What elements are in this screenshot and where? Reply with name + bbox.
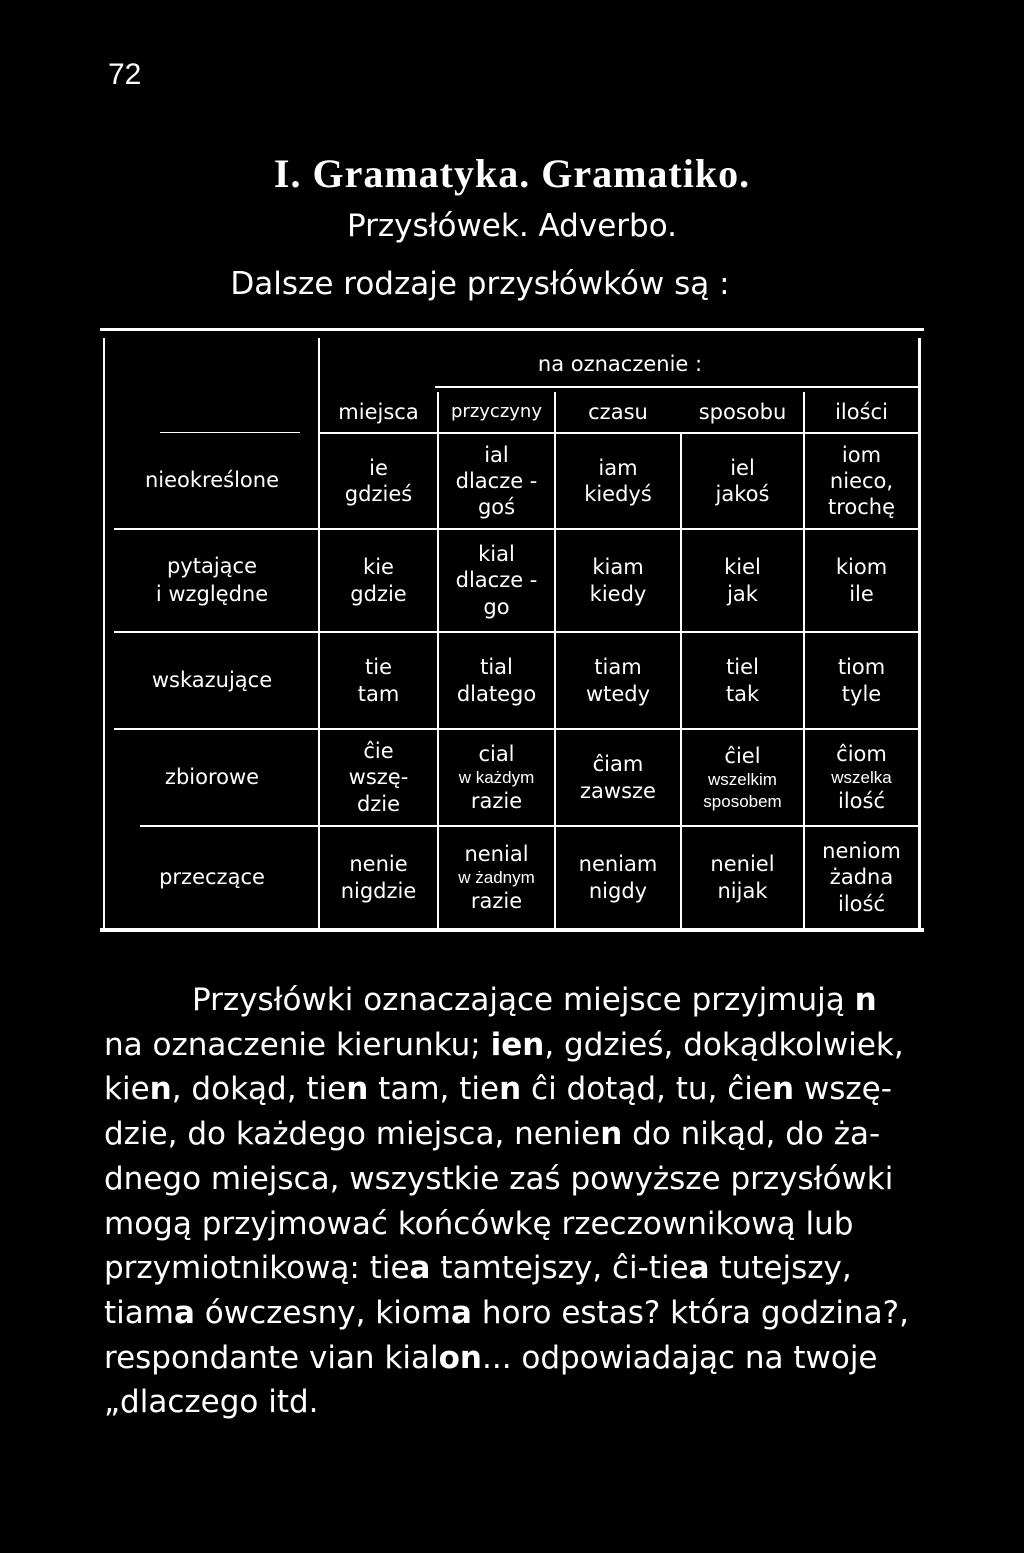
table-cell: iom nieco, trochę — [827, 442, 896, 520]
table-cell: ĉie wszę- dzie — [348, 739, 409, 816]
table-cell: kiom ile — [835, 555, 888, 606]
row-label-zbiorowe: zbiorowe — [164, 764, 260, 789]
column-header-ilosci: ilości — [835, 399, 888, 424]
row-label-wskazujace: wskazujące — [151, 667, 273, 692]
table-cell: neniam nigdy — [578, 852, 658, 903]
row-label-pytajace: pytające i względne — [155, 554, 269, 606]
table-cell: tiom tyle — [837, 655, 886, 706]
intro-line: Dalsze rodzaje przysłówków są : — [230, 266, 730, 302]
adverb-table — [100, 328, 924, 933]
table-cell: tie tam — [357, 655, 400, 706]
table-cell: ĉiam zawsze — [580, 752, 656, 803]
table-cell: iel jakoś — [715, 455, 770, 506]
table-cell: iam kiedyś — [584, 455, 652, 506]
table-cell: cial w każdym razie — [458, 741, 535, 814]
row-label-przeczace: przeczące — [159, 864, 265, 889]
table-cell: ie gdzieś — [344, 455, 413, 506]
table-cell: ial dlacze - goś — [455, 442, 538, 520]
table-cell: nenie nigdzie — [340, 852, 417, 903]
table-cell: ĉiel wszelkim sposobem — [703, 744, 782, 811]
column-header-czasu: czasu — [588, 399, 648, 424]
column-header-sposobu: sposobu — [698, 399, 787, 424]
table-cell: kiam kiedy — [589, 555, 647, 606]
table-cell: tial dlatego — [456, 655, 537, 706]
table-cell: neniom żadna ilość — [822, 839, 901, 916]
table-cell: ĉiom wszelka ilość — [831, 741, 892, 814]
column-header-przyczyny: przyczyny — [451, 400, 542, 422]
column-header-miejsca: miejsca — [338, 399, 419, 424]
row-label-nieokreslone: nieokreślone — [144, 468, 280, 493]
table-cell: tiel tak — [725, 655, 760, 706]
table-cell: kiel jak — [724, 555, 761, 606]
chapter-title: I. Gramatyka. Gramatiko. — [273, 151, 751, 196]
table-cell: kial dlacze - go — [455, 542, 538, 619]
table-cell: tiam wtedy — [585, 655, 651, 706]
section-title: Przysłówek. Adverbo. — [347, 208, 677, 244]
table-cell: kie gdzie — [350, 555, 407, 606]
body-paragraph: Przysłówki oznaczające miejsce przyjmują n na oznaczenie kierunku; ien, gdzieś, dokądkolwiek, kien, dokąd, tien tam, tien ĉi dotąd, tu, ĉien wszę- dzie, do każdego miejsca, nenien do nikąd, do ża- dnego miejsca, wszystkie zaś powyższe przysłówki mogą przyjmować końcówkę rzeczownikową lub przymiotnikową: tiea tamtejszy, ĉi-tiea tutejszy, tiama ówczesny, kioma horo estas? która godzina?, respondante vian kialon... odpowiadając na twoje „dlaczego itd. — [104, 982, 909, 1421]
group-header: na oznaczenie : — [537, 351, 703, 376]
page-number: 72 — [108, 58, 142, 91]
table-cell: neniel nijak — [710, 852, 775, 903]
table-cell: nenial w żadnym razie — [458, 841, 535, 914]
